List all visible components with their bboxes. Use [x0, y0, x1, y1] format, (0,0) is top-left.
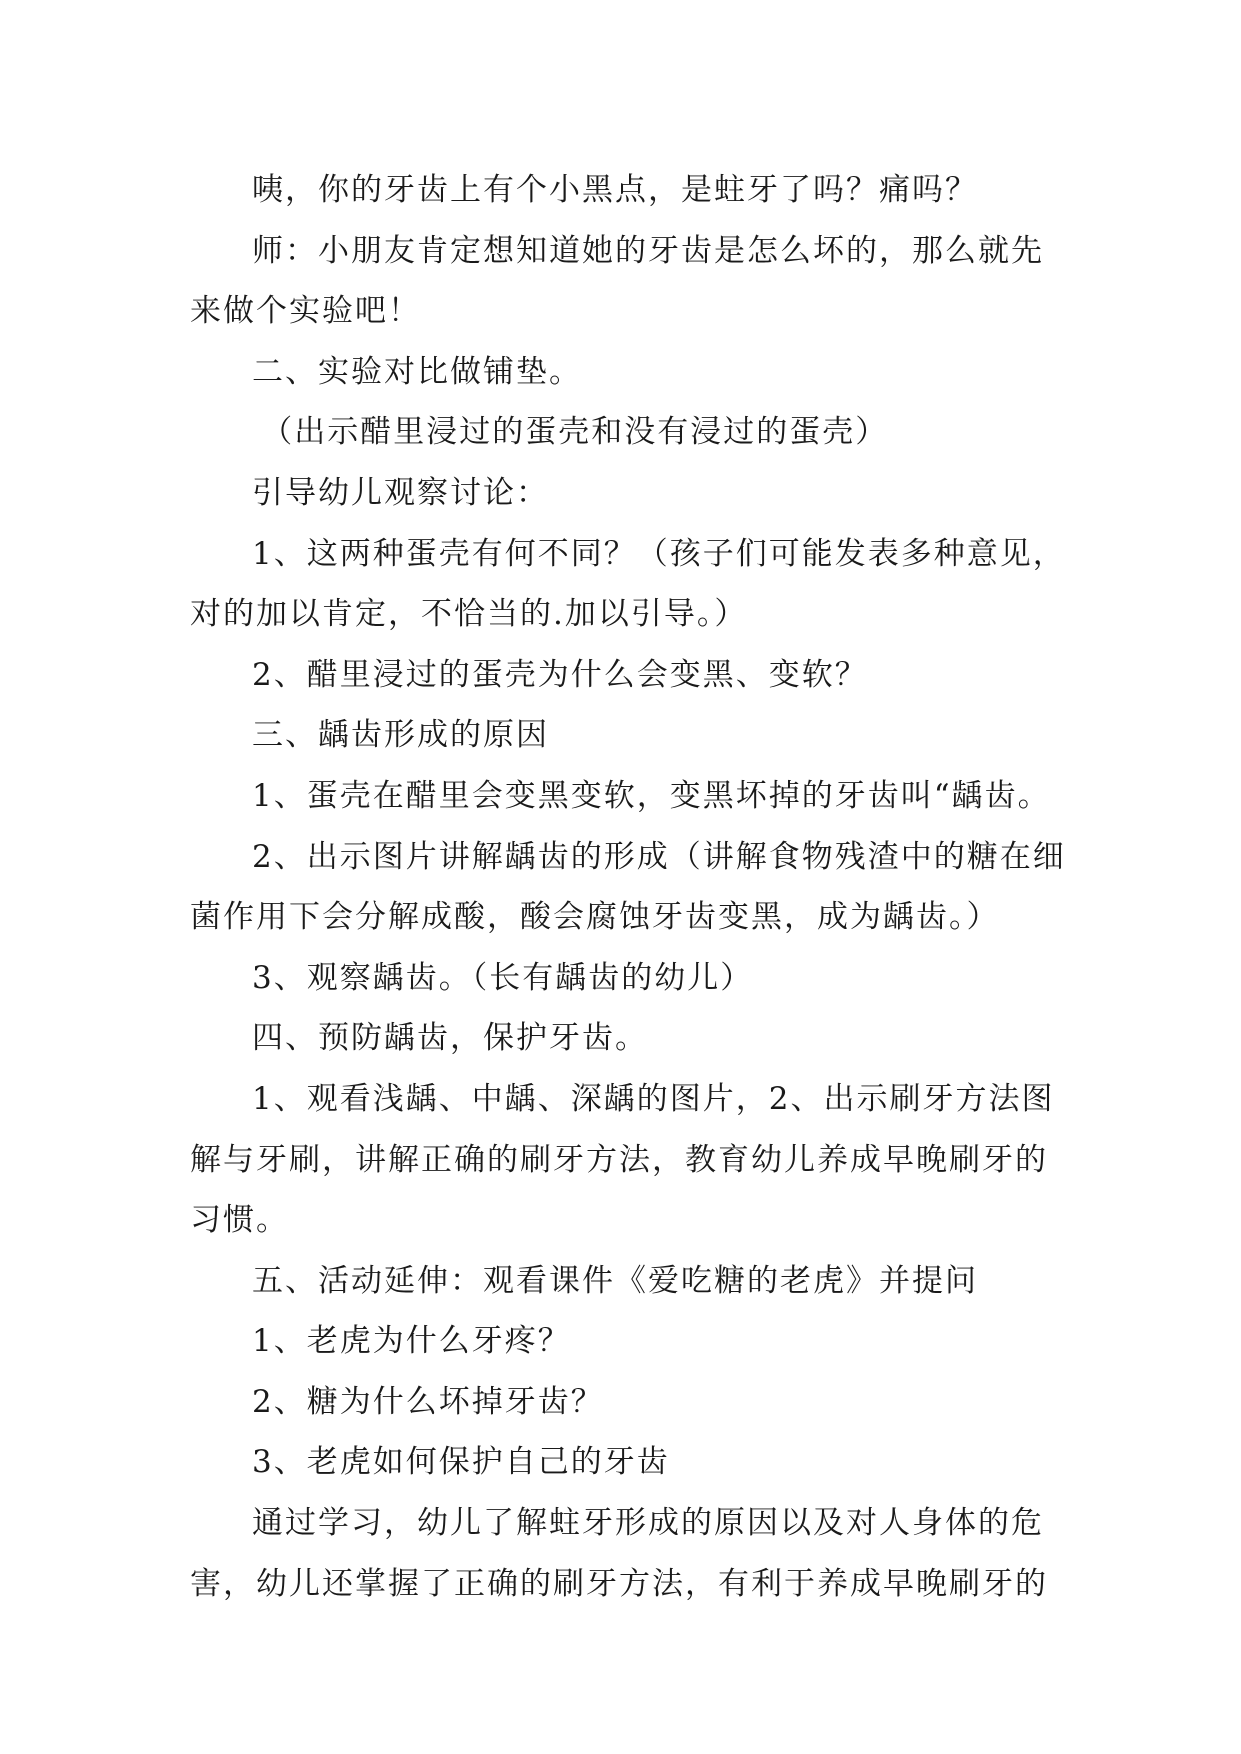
- paragraph-13: 1、观看浅龋、中龋、深龋的图片，2、出示刷牙方法图解与牙刷，讲解正确的刷牙方法，教育幼儿养成早晚刷牙的习惯。: [190, 1080, 1055, 1239]
- paragraph-18: 通过学习，幼儿了解蛀牙形成的原因以及对人身体的危害，幼儿还掌握了正确的刷牙方法，有利于养成早晚刷牙的: [190, 1505, 1048, 1602]
- paragraph-11: 3、观察龋齿。（长有龋齿的幼儿）: [252, 959, 754, 996]
- paragraph-2: 师：小朋友肯定想知道她的牙齿是怎么坏的，那么就先来做个实验吧！: [190, 232, 1044, 330]
- paragraph-1: 咦，你的牙齿上有个小黑点，是蛀牙了吗？痛吗？: [252, 172, 978, 208]
- paragraph-15: 1、老虎为什么牙疼？: [252, 1323, 571, 1360]
- section-heading-4: 四、预防龋齿，保护牙齿。: [252, 1020, 648, 1057]
- paragraph-6: 1、这两种蛋壳有何不同？（孩子们可能发表多种意见，对的加以肯定，不恰当的.加以引导。）: [190, 535, 1066, 633]
- section-heading-2: 二、实验对比做铺垫。: [252, 353, 582, 390]
- paragraph-5: 引导幼儿观察讨论：: [252, 474, 549, 511]
- section-heading-5: 五、活动延伸：观看课件《爱吃糖的老虎》并提问: [252, 1262, 978, 1299]
- paragraph-9: 1、蛋壳在醋里会变黑变软，变黑坏掉的牙齿叫“龋齿。: [252, 777, 1051, 814]
- section-heading-3: 三、龋齿形成的原因: [252, 717, 549, 754]
- paragraph-17: 3、老虎如何保护自己的牙齿: [252, 1444, 670, 1481]
- paragraph-4: （出示醋里浸过的蛋壳和没有浸过的蛋壳）: [261, 414, 889, 451]
- paragraph-10: 2、出示图片讲解龋齿的形成（讲解食物残渣中的糖在细菌作用下会分解成酸，酸会腐蚀牙齿变黑，成为龋齿。）: [190, 838, 1066, 936]
- paragraph-16: 2、糖为什么坏掉牙齿？: [252, 1383, 604, 1420]
- document-body: [190, 160, 1070, 1614]
- paragraph-7: 2、醋里浸过的蛋壳为什么会变黑、变软？: [252, 656, 868, 693]
